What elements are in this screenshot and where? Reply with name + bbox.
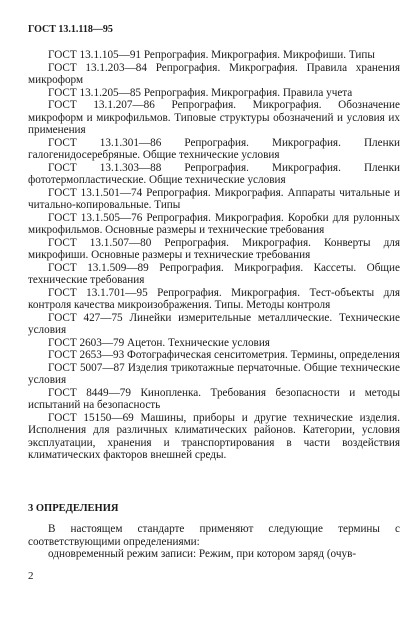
references-list xyxy=(28,49,400,462)
reference-item: ГОСТ 13.1.509—89 Репрография. Микрография. Кассеты. Общие технические требования xyxy=(28,261,400,286)
reference-item: ГОСТ 5007—87 Изделия трикотажные перчаточные. Общие технические условия xyxy=(28,361,400,386)
reference-item: ГОСТ 13.1.105—91 Репрография. Микрография. Микрофиши. Типы xyxy=(48,49,375,61)
reference-item: ГОСТ 13.1.203—84 Репрография. Микрография. Правила хранения микроформ xyxy=(28,61,400,86)
reference-item: ГОСТ 13.1.701—95 Репрография. Микрография. Тест-объекты для контроля качества микроизображения. Типы. Методы контроля xyxy=(28,286,400,311)
reference-item: ГОСТ 13.1.207—86 Репрография. Микрография. Обозначение микроформ и микрофильмов. Типовые структуры обозначений и условия их применения xyxy=(28,99,400,136)
reference-item: ГОСТ 15150—69 Машины, приборы и другие технические изделия. Исполнения для различных климатических районов. Категории, условия эксплуатации, хранения и транспортирования в части воздействия климатических факторов внешней среды. xyxy=(28,411,400,461)
section-paragraph: В настоящем стандарте применяют следующие термины с соответствующими определениями: xyxy=(28,523,400,548)
reference-item: ГОСТ 13.1.507—80 Репрография. Микрография. Конверты для микрофиши. Основные размеры и технические требования xyxy=(28,236,400,261)
reference-item: ГОСТ 13.1.303—88 Репрография. Микрография. Пленки фототермопластические. Общие технические условия xyxy=(28,161,400,186)
reference-item: ГОСТ 13.1.301—86 Репрография. Микрография. Пленки галогенидосеребряные. Общие технические условия xyxy=(28,136,400,161)
reference-item: ГОСТ 8449—79 Кинопленка. Требования безопасности и методы испытаний на безопасность xyxy=(28,386,400,411)
page-number: 2 xyxy=(28,570,34,582)
reference-item: ГОСТ 13.1.501—74 Репрография. Микрография. Аппараты читальные и читально-копировальные. Типы xyxy=(28,186,400,211)
reference-item: ГОСТ 2653—93 Фотографическая сенситометрия. Термины, определения xyxy=(48,349,400,361)
section-paragraph: одновременный режим записи: Режим, при котором заряд (очув- xyxy=(48,548,357,560)
reference-item: ГОСТ 13.1.505—76 Репрография. Микрография. Коробки для рулонных микрофильмов. Основные размеры и технические требования xyxy=(28,211,400,236)
document-header: ГОСТ 13.1.118—95 xyxy=(28,24,113,35)
section-body xyxy=(28,523,400,561)
section-title: 3 ОПРЕДЕЛЕНИЯ xyxy=(28,503,119,514)
reference-item: ГОСТ 427—75 Линейки измерительные металлические. Технические условия xyxy=(28,311,400,336)
reference-item: ГОСТ 2603—79 Ацетон. Технические условия xyxy=(48,336,270,349)
reference-item: ГОСТ 13.1.205—85 Репрография. Микрография. Правила учета xyxy=(48,86,353,99)
